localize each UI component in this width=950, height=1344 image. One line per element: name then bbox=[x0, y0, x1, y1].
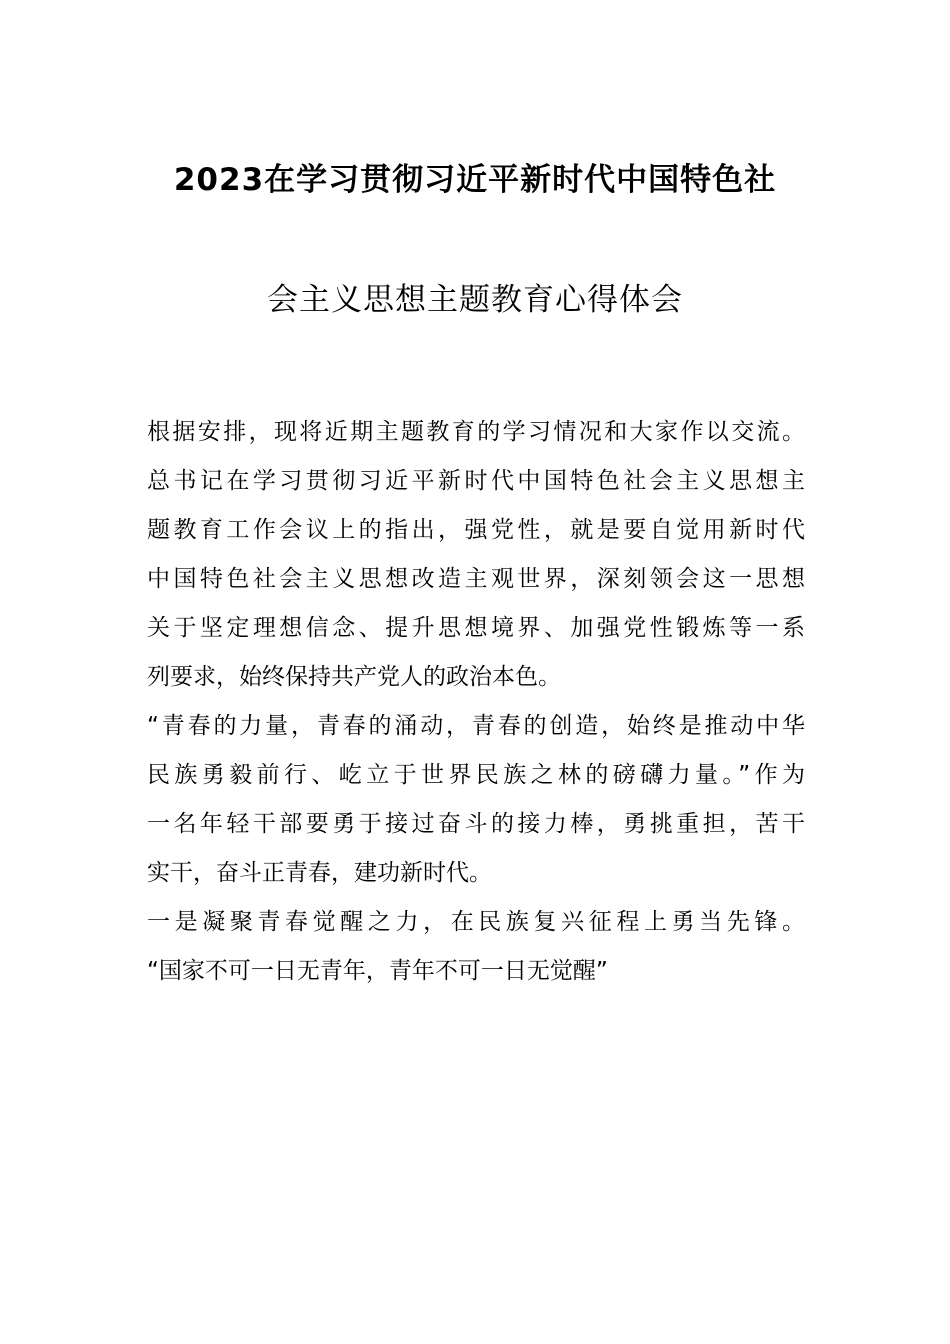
body-line: 题教育工作会议上的指出，强党性，就是要自觉用新时代 bbox=[147, 517, 805, 543]
body-line: 民族勇毅前行、屹立于世界民族之林的磅礴力量。”作为 bbox=[147, 762, 805, 788]
body-line: 根据安排，现将近期主题教育的学习情况和大家作以交流。 bbox=[147, 419, 805, 445]
body-line: 关于坚定理想信念、提升思想境界、加强党性锻炼等一系 bbox=[147, 615, 805, 641]
body-line: 总书记在学习贯彻习近平新时代中国特色社会主义思想主 bbox=[147, 468, 805, 494]
body-line: “青春的力量，青春的涌动，青春的创造，始终是推动中华 bbox=[147, 713, 805, 739]
document-title-line-1: 2023在学习贯彻习近平新时代中国特色社 bbox=[173, 162, 777, 198]
body-line: 实干，奋斗正青春，建功新时代。 bbox=[147, 860, 492, 886]
body-line: 中国特色社会主义思想改造主观世界，深刻领会这一思想 bbox=[147, 566, 805, 592]
body-line: 一是凝聚青春觉醒之力，在民族复兴征程上勇当先锋。 bbox=[147, 909, 805, 935]
body-line: 一名年轻干部要勇于接过奋斗的接力棒，勇挑重担，苦干 bbox=[147, 811, 805, 837]
body-line: 列要求，始终保持共产党人的政治本色。 bbox=[147, 664, 561, 690]
body-line: “国家不可一日无青年，青年不可一日无觉醒” bbox=[147, 958, 608, 984]
document-title-line-2: 会主义思想主题教育心得体会 bbox=[267, 282, 683, 318]
